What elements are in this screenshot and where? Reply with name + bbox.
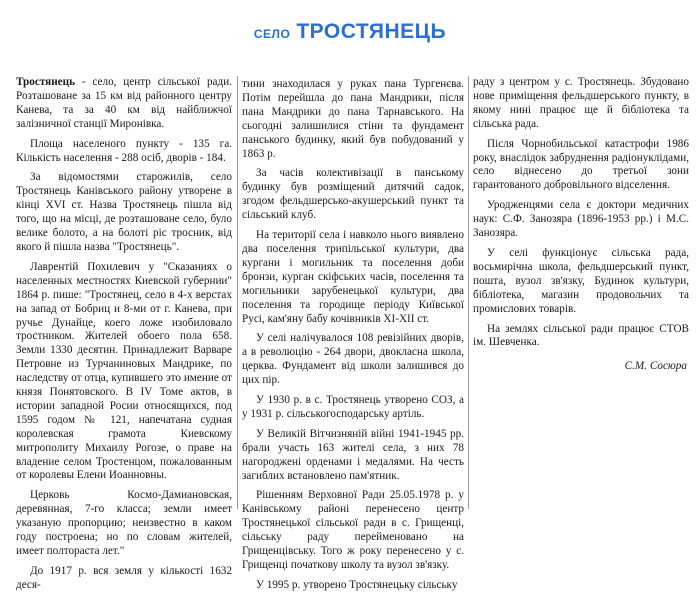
title-prefix: СЕЛО [253, 27, 291, 41]
column-divider-2 [468, 76, 469, 509]
author-signature: С.М. Сосюра [624, 360, 687, 373]
paragraph: раду з центром у с. Тростянець. Збудовано нове приміщення фельдшерського пункту, в якому нині працює ще й бібліотека та сільська рада. [473, 76, 689, 130]
paragraph: За відомостями старожилів, село Тростянець Канівського району утворене в кінці XVI ст. Назва Тростянець пішла від того, що на місці, де розташоване село, було велике болото, а на болоті ріс тросник, від якого й пішла назва "Тростянець". [16, 171, 232, 253]
paragraph: Рішенням Верховної Ради 25.05.1978 р. у Канівському районі перенесено центр Тростянецької сільської ради в с. Грищенці, сільську раду перейменовано на Грищенцівську. Того ж року перенесено у с. Грищенці початкову школу та вузол зв'язку. [242, 489, 464, 571]
paragraph: На землях сільської ради працює СТОВ ім. Шевченка. [473, 322, 689, 349]
title-name: ТРОСТЯНЕЦЬ [296, 20, 447, 43]
paragraph: Площа населеного пункту - 135 га. Кількість населення - 288 осіб, дворів - 184. [16, 137, 232, 164]
paragraph: У селі налічувалося 108 ревізійних дворів, а в революцію - 264 двори, двокласна школа, церква. Фундамент від школи залишився до цих пір. [242, 332, 464, 387]
paragraph: У 1930 р. в с. Тростянець утворено СОЗ, а у 1931 р. сільськогосподарську артіль. [242, 394, 464, 420]
paragraph: За часів колективізації в панському будинку був розміщений дитячий садок, згодом фельдшерсько-акушерський пункт та сільський клуб. [242, 167, 464, 222]
paragraph [16, 76, 232, 132]
paragraph: Уродженцями села є доктори медичних наук: С.Ф. Занозяра (1896-1953 рр.) і М.С. Занозяра. [473, 199, 689, 240]
paragraph: тини знаходилася у руках пана Тургенєва. Потім перейшла до пана Мандрики, після пана Мандрики до пана Тарнавського. На сьогодні залишилися стіни та фундамент панського будинку, який був побудований у 1863 р. [242, 78, 464, 160]
paragraph: Церковь Космо-Дамиановская, деревянная, 7-го класса; земли имеет указаную пропорцию; неизвестно в каком году построена; но по словам жителей, имеет полтораста лет." [16, 489, 232, 557]
paragraph: До 1917 р. вся земля у кількості 1632 деся- [16, 564, 232, 591]
paragraph-text: - село, центр сільської ради. Розташоване за 15 км від районного центру Канева, та за 40 км від найближчої залізничної станції Миронівка. [16, 76, 232, 130]
paragraph: У Великій Вітчизняній війні 1941-1945 рр. брали участь 163 жителі села, з них 78 нагороджені орденами і медалями. На честь загиблих встановлено пам'ятник. [242, 427, 464, 482]
column-divider-1 [237, 76, 238, 509]
paragraph: У селі функціонує сільська рада, восьмирічна школа, фельдшерський пункт, пошта, вузол зв'язку, Будинок культури, бібліотека, магазин продовольчих та промислових товарів. [473, 246, 689, 315]
text-column-1 [16, 76, 232, 591]
paragraph: У 1995 р. утворено Тростянецьку сільську [256, 578, 458, 591]
paragraph: Після Чорнобильської катастрофи 1986 року, внаслідок забруднення радіонуклідами, село віднесено до третьої зони гарантованого добровільного відселення. [473, 137, 689, 192]
paragraph: На території села і навколо нього виявлено два поселення трипільської культури, два кургани і могильник та поселення доби бронзи, курган скіфських часів, поселення та могильники зарубенецької культури, два поселення та городище періоду Київської Русі, кам'яну бабу кочівників XI-XII ст. [242, 229, 464, 325]
village-name: Тростянець [16, 76, 75, 88]
text-column-3 [473, 76, 689, 509]
article-title [0, 20, 700, 44]
paragraph: Лаврентій Похилевич у "Сказаниях о населенных местностях Киевской губернии" 1864 р. пише: "Тростянец, село в 4-х верстах на запад от Бобриц и 8-ми от г. Канева, при ручье Дунайце, коего ложе изобиловало тростником. Жителей обоего пола 658. Земли 1330 десятин. Принадлежит Варваре Петровне из Турчаниновых Мандрике, по наследству от отца, купившего это имение от князя Понятовского. В IV Томе актов, в истории западной Росии относящихся, под 1595 годом № 121, напечатана судная королевская грамота Киевскому митрополиту Михаилу Рогозе, о праве на владение селом Тростенцом, пожалованным от королевы Елени Иоанновны. [16, 260, 232, 482]
text-column-2 [242, 78, 464, 591]
